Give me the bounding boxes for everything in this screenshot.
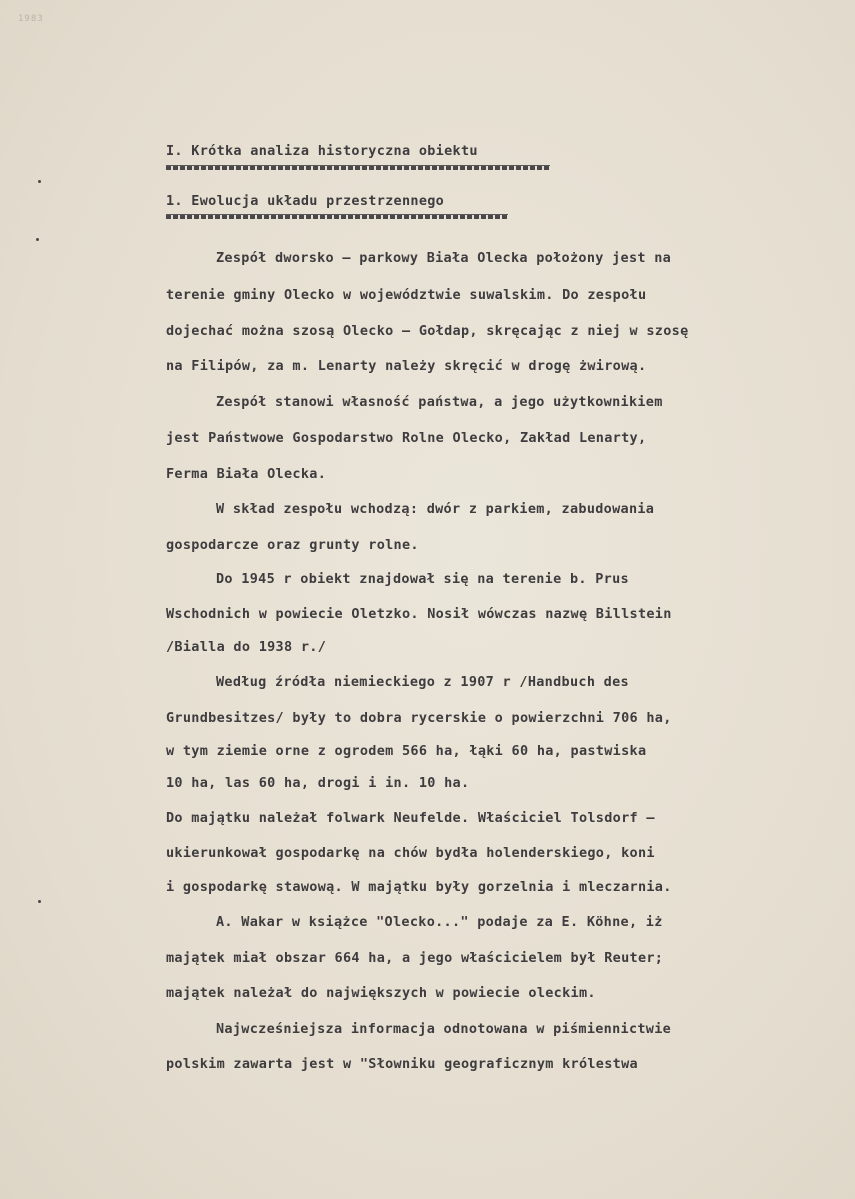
text-line: Zespół dworsko – parkowy Biała Olecka położony jest na: [216, 250, 672, 266]
text-line: ukierunkował gospodarkę na chów bydła holenderskiego, koni: [166, 845, 655, 861]
text-line: Do majątku należał folwark Neufelde. Właściciel Tolsdorf –: [166, 810, 655, 826]
subsection-heading: 1. Ewolucja układu przestrzennego: [166, 193, 445, 209]
text-line: Wschodnich w powiecie Oletzko. Nosił wówczas nazwę Billstein: [166, 606, 672, 622]
margin-dot: [38, 180, 41, 183]
text-line: i gospodarkę stawową. W majątku były gorzelnia i mleczarnia.: [166, 879, 672, 895]
subheading-underline: [166, 214, 508, 219]
text-line: Do 1945 r obiekt znajdował się na terenie b. Prus: [216, 571, 629, 587]
margin-dot: [36, 238, 39, 241]
text-line: Zespół stanowi własność państwa, a jego użytkownikiem: [216, 394, 663, 410]
heading-underline: [166, 165, 550, 170]
text-line: polskim zawarta jest w "Słowniku geograficznym królestwa: [166, 1056, 638, 1072]
text-line: W skład zespołu wchodzą: dwór z parkiem, zabudowania: [216, 501, 655, 517]
corner-mark: 1983: [18, 14, 44, 24]
text-line: Według źródła niemieckiego z 1907 r /Handbuch des: [216, 674, 629, 690]
text-line: majątek należał do największych w powiecie oleckim.: [166, 985, 596, 1001]
text-line: dojechać można szosą Olecko – Gołdap, skręcając z niej w szosę: [166, 323, 689, 339]
text-line: jest Państwowe Gospodarstwo Rolne Olecko, Zakład Lenarty,: [166, 430, 647, 446]
text-line: w tym ziemie orne z ogrodem 566 ha, łąki 60 ha, pastwiska: [166, 743, 647, 759]
text-line: gospodarcze oraz grunty rolne.: [166, 537, 419, 553]
text-line: na Filipów, za m. Lenarty należy skręcić w drogę żwirową.: [166, 358, 647, 374]
text-line: Grundbesitzes/ były to dobra rycerskie o powierzchni 706 ha,: [166, 710, 672, 726]
text-line: majątek miał obszar 664 ha, a jego właścicielem był Reuter;: [166, 950, 664, 966]
text-line: Najwcześniejsza informacja odnotowana w piśmiennictwie: [216, 1021, 672, 1037]
section-heading: I. Krótka analiza historyczna obiektu: [166, 143, 478, 159]
margin-dot: [38, 900, 41, 903]
text-line: 10 ha, las 60 ha, drogi i in. 10 ha.: [166, 775, 470, 791]
text-line: A. Wakar w książce "Olecko..." podaje za E. Köhne, iż: [216, 914, 663, 930]
text-line: terenie gminy Olecko w województwie suwalskim. Do zespołu: [166, 287, 647, 303]
text-line: Ferma Biała Olecka.: [166, 466, 327, 482]
text-line: /Bialla do 1938 r./: [166, 639, 327, 655]
